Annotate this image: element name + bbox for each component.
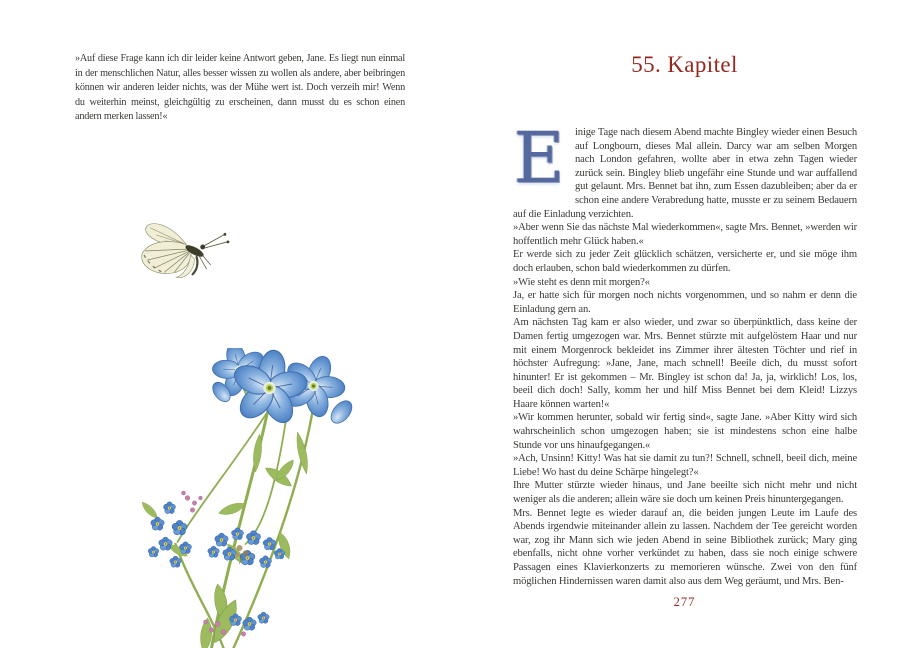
paragraph: Ja, er hatte sich für morgen noch nichts vorgenommen, und so nahm er denn die Einladung gern an. bbox=[513, 290, 857, 315]
paragraph: »Wir kommen herunter, sobald wir fertig sind«, sagte Jane. »Aber Kitty wird sich wahrscheinlich schon umgezogen haben; sie ist mindestens schon eine halbe Stunde vor uns hinaufgegangen.« bbox=[513, 412, 857, 451]
page-number: 277 bbox=[673, 595, 696, 609]
paragraph: Ihre Mutter stürzte wieder hinaus, und Jane beeilte sich nicht mehr und nicht weniger als die anderen; allein wäre sie doch um keinen Preis hinuntergegangen. bbox=[513, 480, 857, 506]
drop-cap: E bbox=[513, 117, 565, 199]
paragraph: »Ach, Unsinn! Kitty! Was hat sie damit zu tun?! Schnell, schnell, beeil dich, meine Liebe! Wo hast du deine Schärpe hingelegt?« bbox=[513, 453, 857, 478]
paragraph: Mrs. Bennet legte es wieder darauf an, die beiden jungen Leute im Laufe des Abends irgendwie miteinander allein zu lassen. Nachdem der Tee gereicht worden war, zog ihr Mann sich wie jeden Abend in seine Bibliothek zurück; Mary ging ebenfalls, nicht ohne vorher verkündet zu haben, dass sie noch einige schwere Passagen eines Klavierkonzerts zu memorieren wünsche. Zwei von den fünf möglichen Hindernissen waren damit also aus dem Weg geräumt, und Mrs. Ben- bbox=[513, 507, 857, 587]
paragraph: »Wie steht es denn mit morgen?« bbox=[513, 276, 650, 288]
chapter-text bbox=[513, 117, 857, 588]
flower-bouquet-icon bbox=[116, 348, 364, 648]
left-page-paragraph: »Auf diese Frage kann ich dir leider keine Antwort geben, Jane. Es liegt nun einmal in der menschlichen Natur, alles besser wissen zu wollen als andere, aber beibringen können wir anderen leider nichts, was der Mühe wert ist. Doch verzeih mir! Wenn du weiterhin meinst, gleichgültig zu erscheinen, dann musst du es schon einen andern merken lassen!« bbox=[75, 53, 405, 122]
paragraph: inige Tage nach diesem Abend machte Bingley wieder einen Besuch auf Longbourn, dieses Mal allein. Darcy war am selben Morgen nach London gefahren, wollte aber in etwa zehn Tagen wieder zurück sein. Bingley blieb ungefähr eine Stunde und war auffallend gut gelaunt. Mrs. Bennet bat ihn, zum Essen dazubleiben; aber da er schon eine andere Verabredung hatte, musste er zu seinem Bedauern auf die Einladung verzichten. bbox=[513, 127, 857, 220]
body-paragraphs bbox=[513, 117, 857, 588]
paragraph: Am nächsten Tag kam er also wieder, und zwar so überpünktlich, dass keine der Damen fertig umgezogen war. Mrs. Bennet stürzte mit aufgelöstem Haar und nur mit einem Morgenrock bekleidet ins Zimmer ihrer ältesten Töchter und rief in höchster Aufregung: »Jane, Jane, mach schnell! Beeile dich, du musst sofort hinunter! Er ist gekommen – Mr. Bingley ist schon da! Ja, ja, wirklich! Los, los, beeil dich doch! Sally, komm her und hilf Miss Bennet bei dem Kleid! Lizzys Haare können warten!« bbox=[513, 317, 857, 410]
paragraph: Er werde sich zu jeder Zeit glücklich schätzen, versicherte er, und sie möge ihm doch erlauben, schon bald wiederkommen zu dürfen. bbox=[513, 249, 857, 274]
butterfly-icon bbox=[138, 212, 234, 286]
right-page bbox=[459, 0, 918, 648]
paragraph: »Aber wenn Sie das nächste Mal wiederkommen«, sagte Mrs. Bennet, »werden wir hoffentlich mehr Glück haben.« bbox=[513, 222, 857, 247]
chapter-title: 55. Kapitel bbox=[631, 52, 738, 77]
